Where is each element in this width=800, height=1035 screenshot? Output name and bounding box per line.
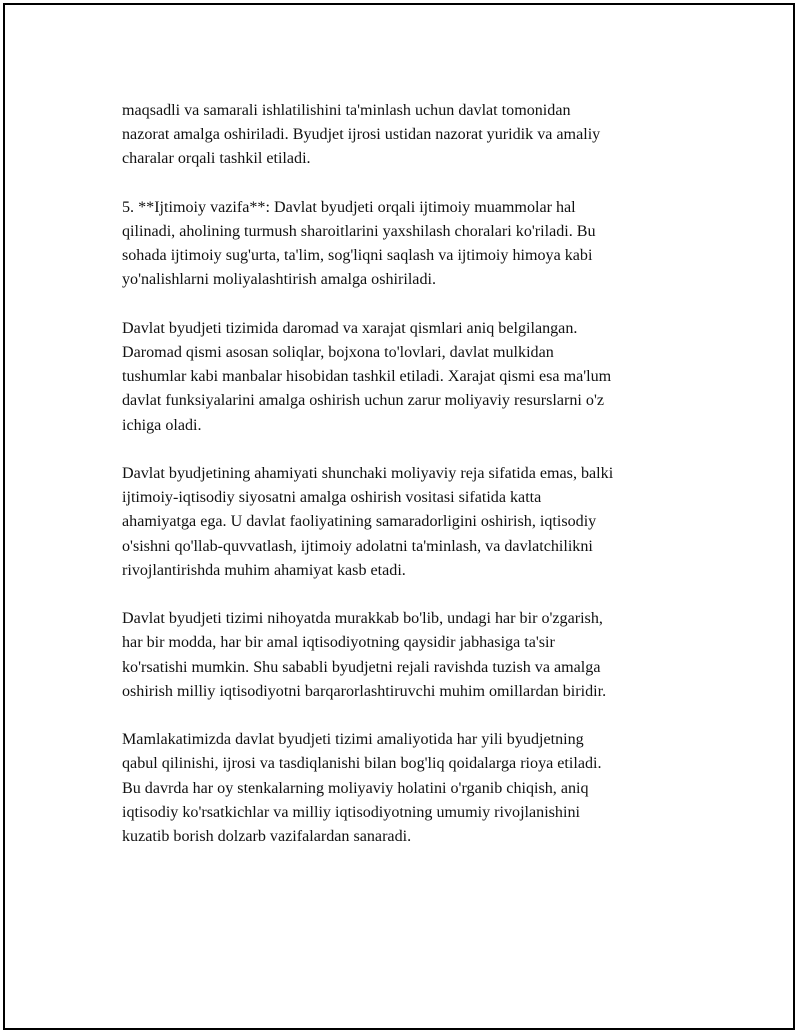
paragraph: maqsadli va samarali ishlatilishini ta'minlash uchun davlat tomonidan nazorat amalga oshiriladi. Byudjet ijrosi ustidan nazorat yuridik va amaliy charalar orqali tashkil etiladi. [122,102,601,168]
paragraph: Davlat byudjeti tizimi nihoyatda murakkab bo'lib, undagi har bir o'zgarish, har bir modda, har bir amal iqtisodiyotning qaysidir jabhasiga ta'sir ko'rsatishi mumkin. Shu sababli byudjetni rejali ravishda tuzish va amalga oshirish milliy iqtisodiyotni barqarorlashtiruvchi muhim omillardan biridir. [122,610,607,700]
document-body [122,99,702,849]
paragraph: 5. **Ijtimoiy vazifa**: Davlat byudjeti orqali ijtimoiy muammolar hal qilinadi, aholining turmush sharoitlarini yaxshilash choralari ko'riladi. Bu sohada ijtimoiy sug'urta, ta'lim, sog'liqni saqlash va ijtimoiy himoya kabi yo'nalishlarni moliyalashtirish amalga oshiriladi. [122,198,596,289]
paragraph: Davlat byudjetining ahamiyati shunchaki moliyaviy reja sifatida emas, balki ijtimoiy-iqtisodiy siyosatni amalga oshirish vositasi sifatida katta ahamiyatga ega. U davlat faoliyatining samaradorligini oshirish, iqtisodiy o'sishni qo'llab-quvvatlash, ijtimoiy adolatni ta'minlash, va davlatchilikni rivojlantirishda muhim ahamiyat kasb etadi. [122,465,614,579]
page [3,3,795,1030]
paragraph: Davlat byudjeti tizimida daromad va xarajat qismlari aniq belgilangan. Daromad qismi asosan soliqlar, bojxona to'lovlari, davlat mulkidan tushumlar kabi manbalar hisobidan tashkil etiladi. Xarajat qismi esa ma'lum davlat funksiyalarini amalga oshirish uchun zarur moliyaviy resurslarni o'z ichiga oladi. [122,319,612,434]
paragraph: Mamlakatimizda davlat byudjeti tizimi amaliyotida har yili byudjetning qabul qilinishi, ijrosi va tasdiqlanishi bilan bog'liq qoidalarga rioya etiladi. Bu davrda har oy stenkalarning moliyaviy holatini o'rganib chiqish, aniq iqtisodiy ko'rsatkichlar va milliy iqtisodiyotning umumiy rivojlanishini kuzatib borish dolzarb vazifalardan sanaradi. [122,731,602,846]
